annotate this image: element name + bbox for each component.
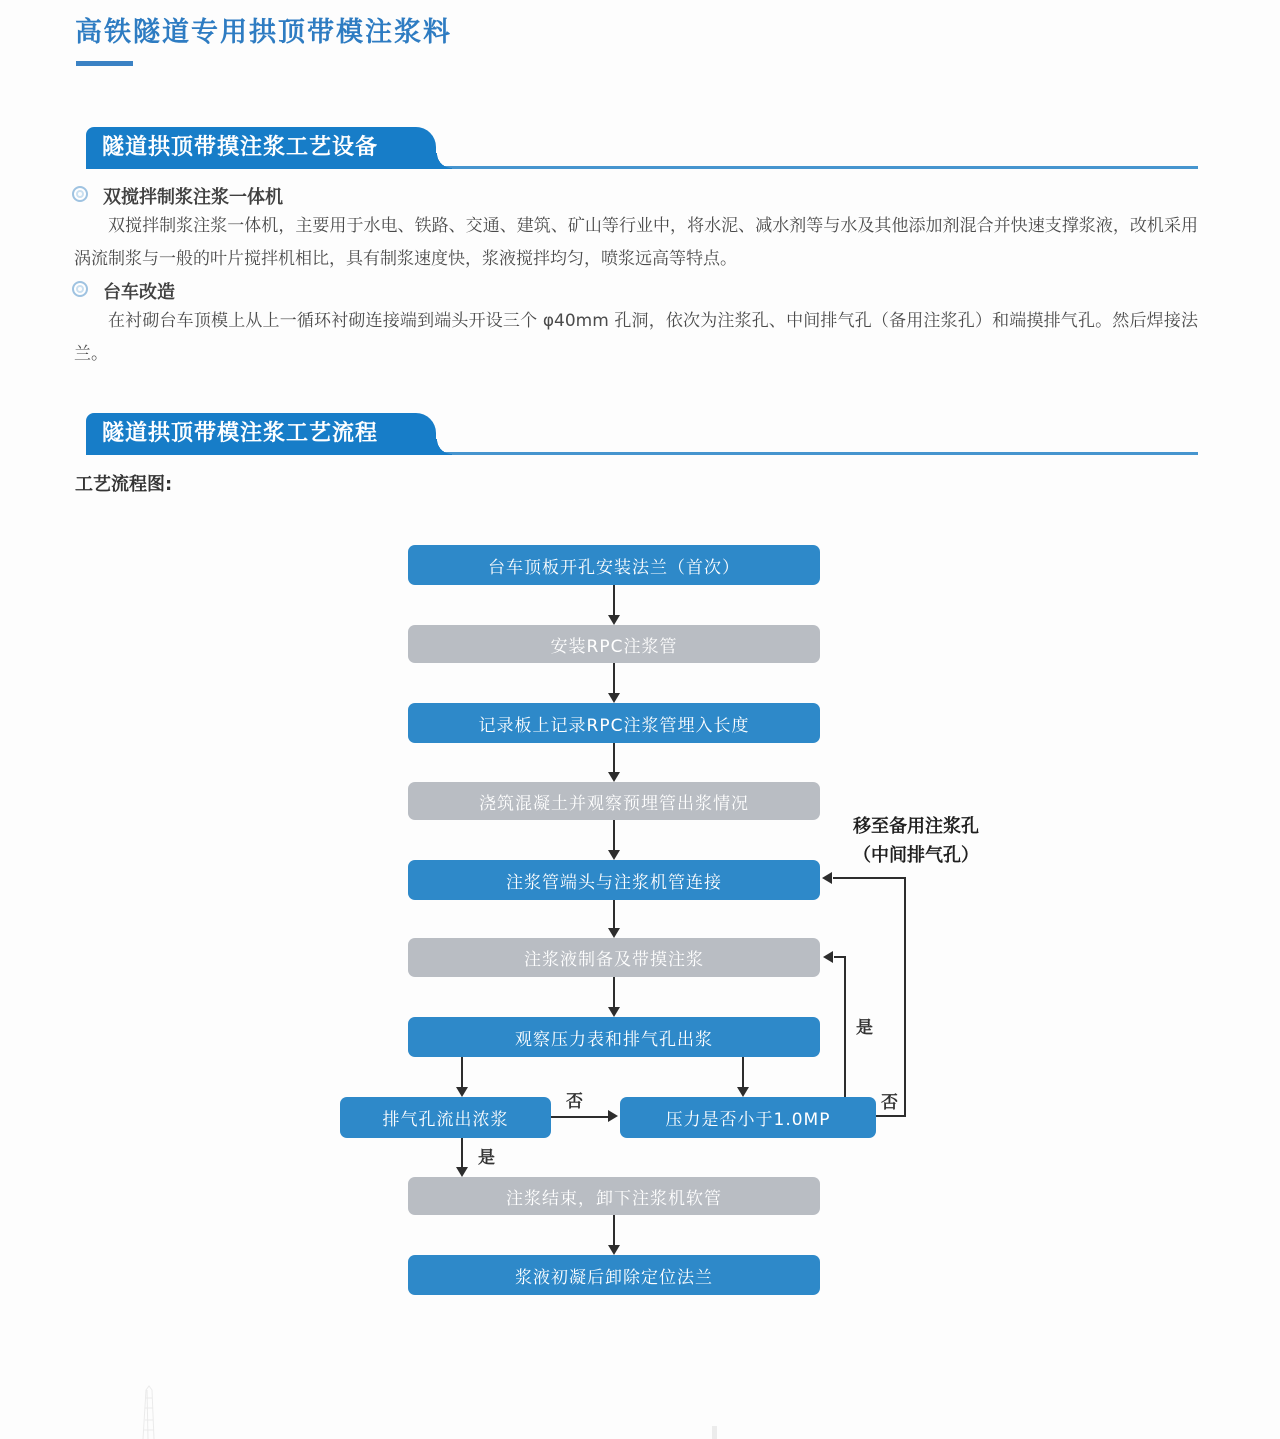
- arrow-line: [613, 585, 615, 616]
- loop-annotation-line1: 移至备用注浆孔: [853, 816, 979, 837]
- flow-step-remove-flange-after-set: 浆液初凝后卸除定位法兰: [408, 1255, 820, 1295]
- arrow-line: [461, 1057, 463, 1088]
- arrow-line: [551, 1116, 609, 1118]
- page-title: 高铁隧道专用拱顶带模注浆料: [75, 17, 452, 48]
- arrow-down-icon: [608, 615, 620, 625]
- item-heading-mixer: 双搅拌制浆注浆一体机: [103, 187, 283, 208]
- loop-line-no: [876, 1115, 906, 1117]
- arrow-right-icon: [608, 1110, 618, 1122]
- arrow-down-icon: [608, 1245, 620, 1255]
- decision-label-pressure-yes: 是: [856, 1018, 873, 1038]
- decision-label-vent-no: 否: [566, 1092, 583, 1112]
- loop-line-no: [833, 877, 906, 879]
- flow-step-install-rpc-pipe: 安装RPC注浆管: [408, 625, 820, 663]
- arrow-left-icon: [823, 951, 833, 963]
- item-body-mixer: 双搅拌制浆注浆一体机，主要用于水电、铁路、交通、建筑、矿山等行业中，将水泥、减水剂等与水及其他添加剂混合并快速支撑浆液，改机采用涡流制浆与一般的叶片搅拌机相比，具有制浆速度快，浆液搅拌均匀，喷浆远高等特点。: [74, 216, 1198, 269]
- flow-step-open-hole-install-flange: 台车顶板开孔安装法兰（首次）: [408, 545, 820, 585]
- flow-step-record-pipe-length: 记录板上记录RPC注浆管埋入长度: [408, 703, 820, 743]
- decision-label-vent-yes: 是: [478, 1148, 495, 1168]
- bullet-ring-icon: [72, 281, 88, 297]
- arrow-line: [613, 1215, 615, 1246]
- arrow-line: [613, 977, 615, 1008]
- flow-decision-pressure-below-1mp: 压力是否小于1.0MP: [620, 1097, 876, 1138]
- flow-step-observe-pressure-vent: 观察压力表和排气孔出浆: [408, 1017, 820, 1057]
- arrow-down-icon: [456, 1167, 468, 1177]
- item-body-trolley: 在衬砌台车顶模上从上一循环衬砌连接端到端头开设三个 φ40mm 孔洞，依次为注浆孔、中间排气孔（备用注浆孔）和端摸排气孔。然后焊接法兰。: [74, 311, 1198, 364]
- arrow-line: [613, 900, 615, 929]
- watermark-mark: [712, 1426, 717, 1439]
- section-header-process: 隧道拱顶带模注浆工艺流程: [86, 413, 436, 455]
- arrow-down-icon: [608, 1007, 620, 1017]
- arrow-line: [461, 1138, 463, 1168]
- loop-annotation-line2: （中间排气孔）: [853, 845, 979, 866]
- title-underline: [76, 61, 133, 66]
- watermark-building-sketch: [135, 1384, 179, 1439]
- flow-step-pour-concrete-observe: 浇筑混凝土并观察预埋管出浆情况: [408, 782, 820, 820]
- arrow-line: [613, 820, 615, 851]
- flow-step-prepare-grout: 注浆液制备及带摸注浆: [408, 938, 820, 977]
- flow-decision-vent-thick-grout: 排气孔流出浓浆: [340, 1097, 551, 1138]
- arrow-left-icon: [822, 872, 832, 884]
- loop-line-no: [904, 878, 906, 1117]
- flow-caption: 工艺流程图:: [75, 474, 173, 495]
- arrow-down-icon: [608, 772, 620, 782]
- section-header-equipment: 隧道拱顶带摸注浆工艺设备: [86, 127, 436, 169]
- arrow-line: [613, 743, 615, 773]
- arrow-line: [613, 663, 615, 694]
- bullet-ring-icon: [72, 186, 88, 202]
- loop-annotation: [838, 812, 994, 870]
- arrow-line: [742, 1057, 744, 1088]
- flow-step-finish-remove-hose: 注浆结束，卸下注浆机软管: [408, 1177, 820, 1215]
- decision-label-pressure-no: 否: [881, 1093, 898, 1113]
- loop-line-yes: [844, 957, 846, 1097]
- item-heading-trolley: 台车改造: [103, 282, 175, 303]
- loop-line-yes: [834, 956, 846, 958]
- arrow-down-icon: [608, 928, 620, 938]
- arrow-down-icon: [608, 850, 620, 860]
- flow-step-connect-grouting-machine: 注浆管端头与注浆机管连接: [408, 860, 820, 900]
- arrow-down-icon: [456, 1087, 468, 1097]
- arrow-down-icon: [737, 1087, 749, 1097]
- arrow-down-icon: [608, 693, 620, 703]
